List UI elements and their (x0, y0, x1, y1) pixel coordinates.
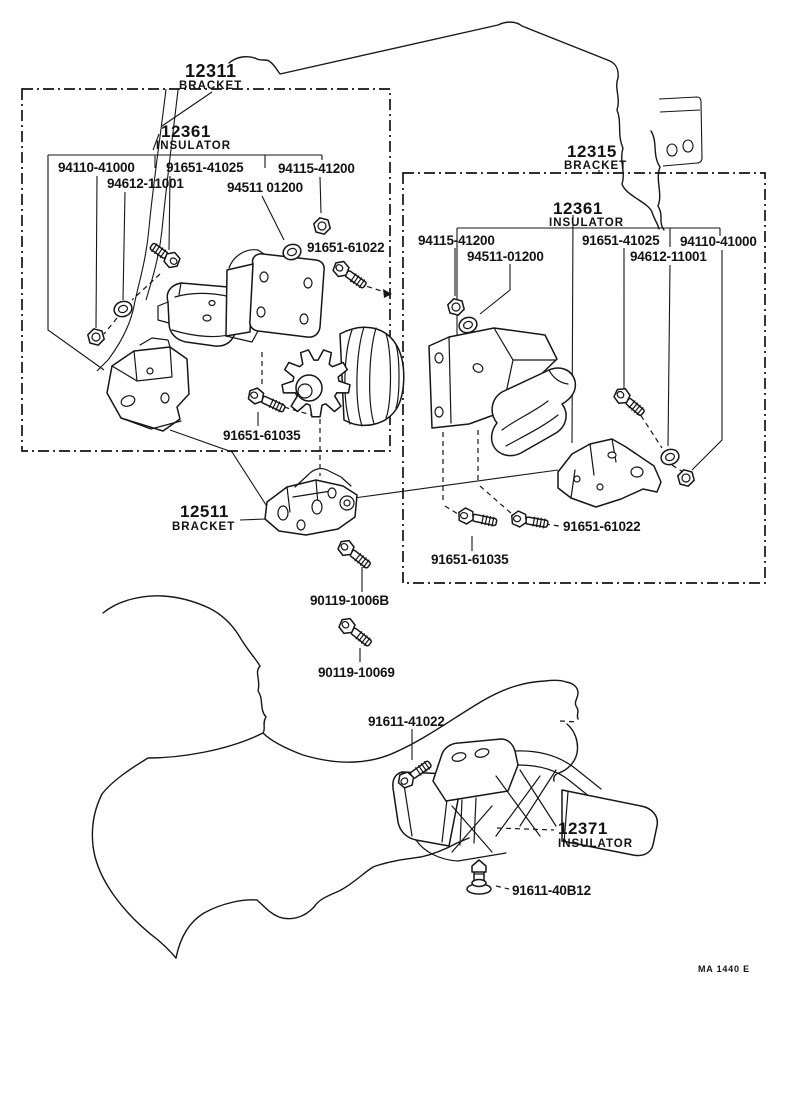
part-label: 91651-41025 (166, 160, 244, 175)
part-label: 91651-61022 (563, 519, 641, 534)
part-label: 94110-41000 (58, 160, 135, 175)
part-label: 94110-41000 (680, 234, 757, 249)
bolt-drawing (457, 507, 498, 530)
nut-drawing (88, 329, 104, 345)
part-label: BRACKET (172, 521, 236, 533)
part-label: 90119-10069 (318, 665, 395, 680)
washer-drawing (659, 447, 681, 467)
part-bracket-small-right-drawing (558, 439, 661, 507)
part-label: 91651-61035 (431, 552, 509, 567)
part-label: BRACKET (564, 160, 628, 172)
part-label: 94115-41200 (418, 233, 495, 248)
part-label: 12311 (185, 61, 237, 81)
part-label: 90119-1006B (310, 593, 389, 608)
part-bracket-12511-drawing (265, 469, 357, 535)
part-label: INSULATOR (558, 838, 634, 850)
bolt-drawing (246, 386, 288, 416)
part-label: 12511 (180, 502, 229, 521)
nut-drawing (678, 470, 694, 486)
stud-bolt-drawing (467, 860, 491, 894)
part-label: 91651-61022 (307, 240, 385, 255)
bolt-drawing (611, 385, 647, 419)
part-label: 91611-40B12 (512, 883, 591, 898)
part-label: 91651-61035 (223, 428, 301, 443)
part-label: INSULATOR (549, 217, 625, 229)
part-label: 94612-11001 (107, 176, 184, 191)
part-label: INSULATOR (156, 140, 232, 152)
starter-motor-drawing (282, 327, 404, 426)
part-label: 94511-01200 (467, 249, 544, 264)
washer-drawing (112, 299, 134, 319)
part-label: 94612-11001 (630, 249, 707, 264)
bolt-drawing (510, 510, 549, 532)
part-bracket-12311-drawing (107, 338, 189, 431)
part-label: 12361 (161, 122, 211, 141)
bolt-drawing (335, 537, 373, 572)
bolt-drawing (330, 258, 369, 292)
bolt-drawing (147, 239, 183, 270)
part-label: 91651-41025 (582, 233, 660, 248)
part-label: 12361 (553, 199, 603, 218)
nut-drawing (448, 299, 464, 315)
part-label: MA 1440 E (698, 964, 750, 974)
nut-drawing (314, 218, 330, 234)
part-label: 91611-41022 (368, 714, 445, 729)
part-bracket-rear-left-drawing (226, 250, 324, 342)
part-label: 94511 01200 (227, 180, 303, 195)
part-label: 12371 (558, 819, 608, 838)
part-label: BRACKET (179, 80, 243, 92)
part-label: 12315 (567, 142, 617, 161)
part-label: 94115-41200 (278, 161, 355, 176)
bolt-drawing (336, 615, 374, 650)
